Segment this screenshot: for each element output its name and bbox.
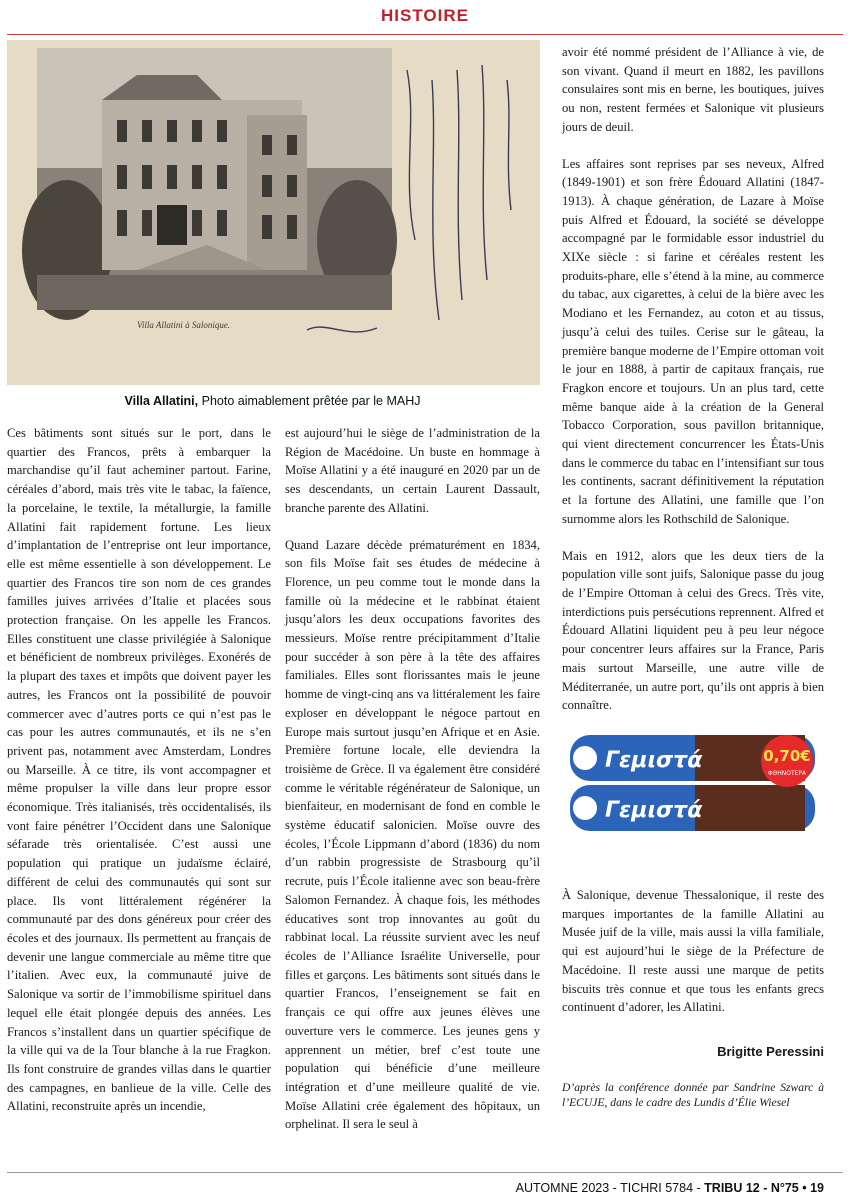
paragraph: Mais en 1912, alors que les deux tiers de la population ville sont juifs, Salonique passe du joug de l’Empire Ottoman à celui des Grecs. Très vite, interdictions puis persécutions reprennent. Alfred et Édouard Allatini liquident peu à peu leur négoce pour concentrer leurs affaires sur la France, Paris mais surtout Marseille, une autre ville de Méditerranée, un autre port, qu’ils ont appris à bien connaître. [562,548,824,713]
offer-badge: ΦΘΗΝΟΤΕΡΑ [767,770,807,777]
photo-caption: Villa Allatini, Photo aimablement prêtée par le MAHJ [124,394,421,408]
biscuit-brand: Γεμιστά [605,798,703,823]
paragraph: Ces bâtiments sont situés sur le port, dans le quartier des Francos, prêts à embarquer la marchandise qu’il faut acheminer partout. Farine, céréales d’abord, mais très vite le tabac, la faïence, la porcelaine, le textile, la métallurgie, la famille Allatini fait rapidement fortune. Les lieux d’implantation de l’entreprise ont leur importance, elle est même essentielle à son développement. Le quartier des Francos tire son nom de ces grandes familles juives arrivées d’Italie et placées sous protection française. On les appelle les Francos. Elles constituent une classe privilégiée à Salonique et bénéficient de nombreux privilèges. Exonérés de la plupart des taxes et impôts que doivent payer les autres, les Francos ont la possibilité de pouvoir commercer avec d’autres ports ce qui n’est pas le cas pour les autres communautés, et ils ne s’en privent pas, notamment avec Amsterdam, Londres ou Marseille. À ce titre, ils vont accompagner et même propulser la ville dans leur propre essor économique. Très italianisés, très occidentalisés, ils vont faire pénétrer l’Occident dans une Salonique séfarade très orientalisée. C’est aussi une population qui pratique un judaïsme éclairé, différent de celui des communautés qui sont sur place. Ils vont littéralement régénérer la communauté par des dons généreux pour créer des écoles et des journaux. Ils permettent au français de devenir une langue commerciale au même titre que l’italien. Avec eux, la communauté juive de Salonique va sortir de l’immobilisme spirituel dans lequel elle était plongée depuis des années. Les Francos s’installent dans un quartier spécifique de la ville qui va de la Tour blanche à la rue Fragkon. Ils font construire de grandes villas dans le quartier des campagnes, en banlieue de la ville. Celle des Allatini, reconstruite après un incendie, [7,426,271,1114]
biscuit-brand: Γεμιστά [605,748,703,773]
price-badge: 0,70€ [763,747,811,765]
header-divider [7,34,843,35]
article-column-3-bottom [562,886,824,1031]
paragraph: Quand Lazare décède prématurément en 1834, son fils Moïse fait ses études de médecine à Florence, un peu comme tout le monde dans la famille où la médecine et le rabbinat étaient jusqu’alors les deux occupations favorites des messieurs. Moïse rentre précipitamment d’Italie pour succéder à son père à la tête des affaires familiales. Elles sont florissantes mais le jeune homme de vingt-cinq ans va littéralement les faire exploser en développant le négoce partout en Europe mais surtout jusqu’en Afrique et en Asie. Première fortune locale, elle deviendra la troisième de Grèce. Il va également être considéré comme le véritable régénérateur de Salonique, un bienfaiteur, en modernisant de fond en comble le système éducatif salonicien. Moïse ouvre des écoles, l’École Lippmann d’abord (1836) du nom d’un rabbin progressiste de Strasbourg qu’il recrute, puis l’École italienne avec son beau-frère Salomon Fernandez. À chaque fois, les méthodes éducatives sont trop innovantes au goût du rabbinat local. La réussite survient avec les neuf écoles de l’Alliance Israélite Universelle, pour filles et garçons. Les bâtiments sont situés dans le quartier Francos, l’enseignement se fait en français ce qui offre aux jeunes élèves une ouverture vers le commerce. Les jeunes gens y apprennent un métier, bref c’est toute une population qui bénéficie d’une meilleure intégration et d’une meilleure qualité de vie. Moïse Allatini crée également des hôpitaux, un orphelinat. Il sera le seul à [285,537,540,1132]
author-name: Brigitte Peressini [717,1044,824,1059]
paragraph: Les affaires sont reprises par ses neveux, Alfred (1849-1901) et son frère Édouard Allatini (1847-1913). À chaque génération, de Lazare à Moïse puis Alfred et Édouard, la société se développe accompagné par le formidable essor industriel du XIXe siècle : si farine et céréales restent les produits-phare, elle s’étend à la mine, au commerce du tabac, aux cigarettes, à celui de la bière avec les Modiano et les Fernandez, au coton et au tissus, jusqu’à celui des tuiles. Cerise sur le gâteau, la première banque moderne de l’Empire ottoman voit le jour en 1888, à partir de capitaux français, rue Fragkon encore et toujours. Un an plus tard, cette même banque aide à la création de la General Tobacco Corporation, sous pavillon britannique, qui vient directement concurrencer les États-Unis dans le commerce du tabac en l’intensifiant sur tous les continents, sacrant définitivement la réputation et la fortune des Allatini, une famille que l’on surnomme alors les Rothschild de Salonique. [562,156,824,526]
paragraph: À Salonique, devenue Thessalonique, il reste des marques importantes de la famille Allatini au Musée juif de la ville, mais aussi la villa familiale, qui est aujourd’hui le siège de la Préfecture de Macédoine. Il reste aussi une marque de petits biscuits très connue et que tous les enfants grecs continuent d’adorer, les Allatini. [562,888,824,1015]
allatini-biscuit-pack-image [565,727,822,842]
page-footer: AUTOMNE 2023 - TICHRI 5784 - TRIBU 12 - N°75 • 19 [515,1181,824,1195]
article-column-1 [7,424,271,1134]
villa-allatini-postcard [7,40,540,385]
paragraph: avoir été nommé président de l’Alliance à vie, de son vivant. Quand il meurt en 1882, les pavillons consulaires sont mis en berne, les boutiques, juives ou non, restent fermées et Salonique vit plusieurs jours de deuil. [562,45,824,134]
footer-divider [7,1172,843,1173]
section-title: HISTOIRE [381,6,469,25]
article-column-3-top [562,43,824,733]
paragraph: est aujourd’hui le siège de l’administration de la Région de Macédoine. Un buste en hommage à Moïse Allatini y a été inauguré en 2020 par un de ses descendants, un certain Laurent Dassault, branche parente des Allatini. [285,426,540,515]
source-note: D’après la conférence donnée par Sandrine Szwarc à l’ECUJE, dans le cadre des Lundis d’Élie Wiesel [562,1081,824,1109]
article-column-2 [285,424,540,1152]
postcard-caption: Villa Allatini à Salonique. [137,320,231,330]
